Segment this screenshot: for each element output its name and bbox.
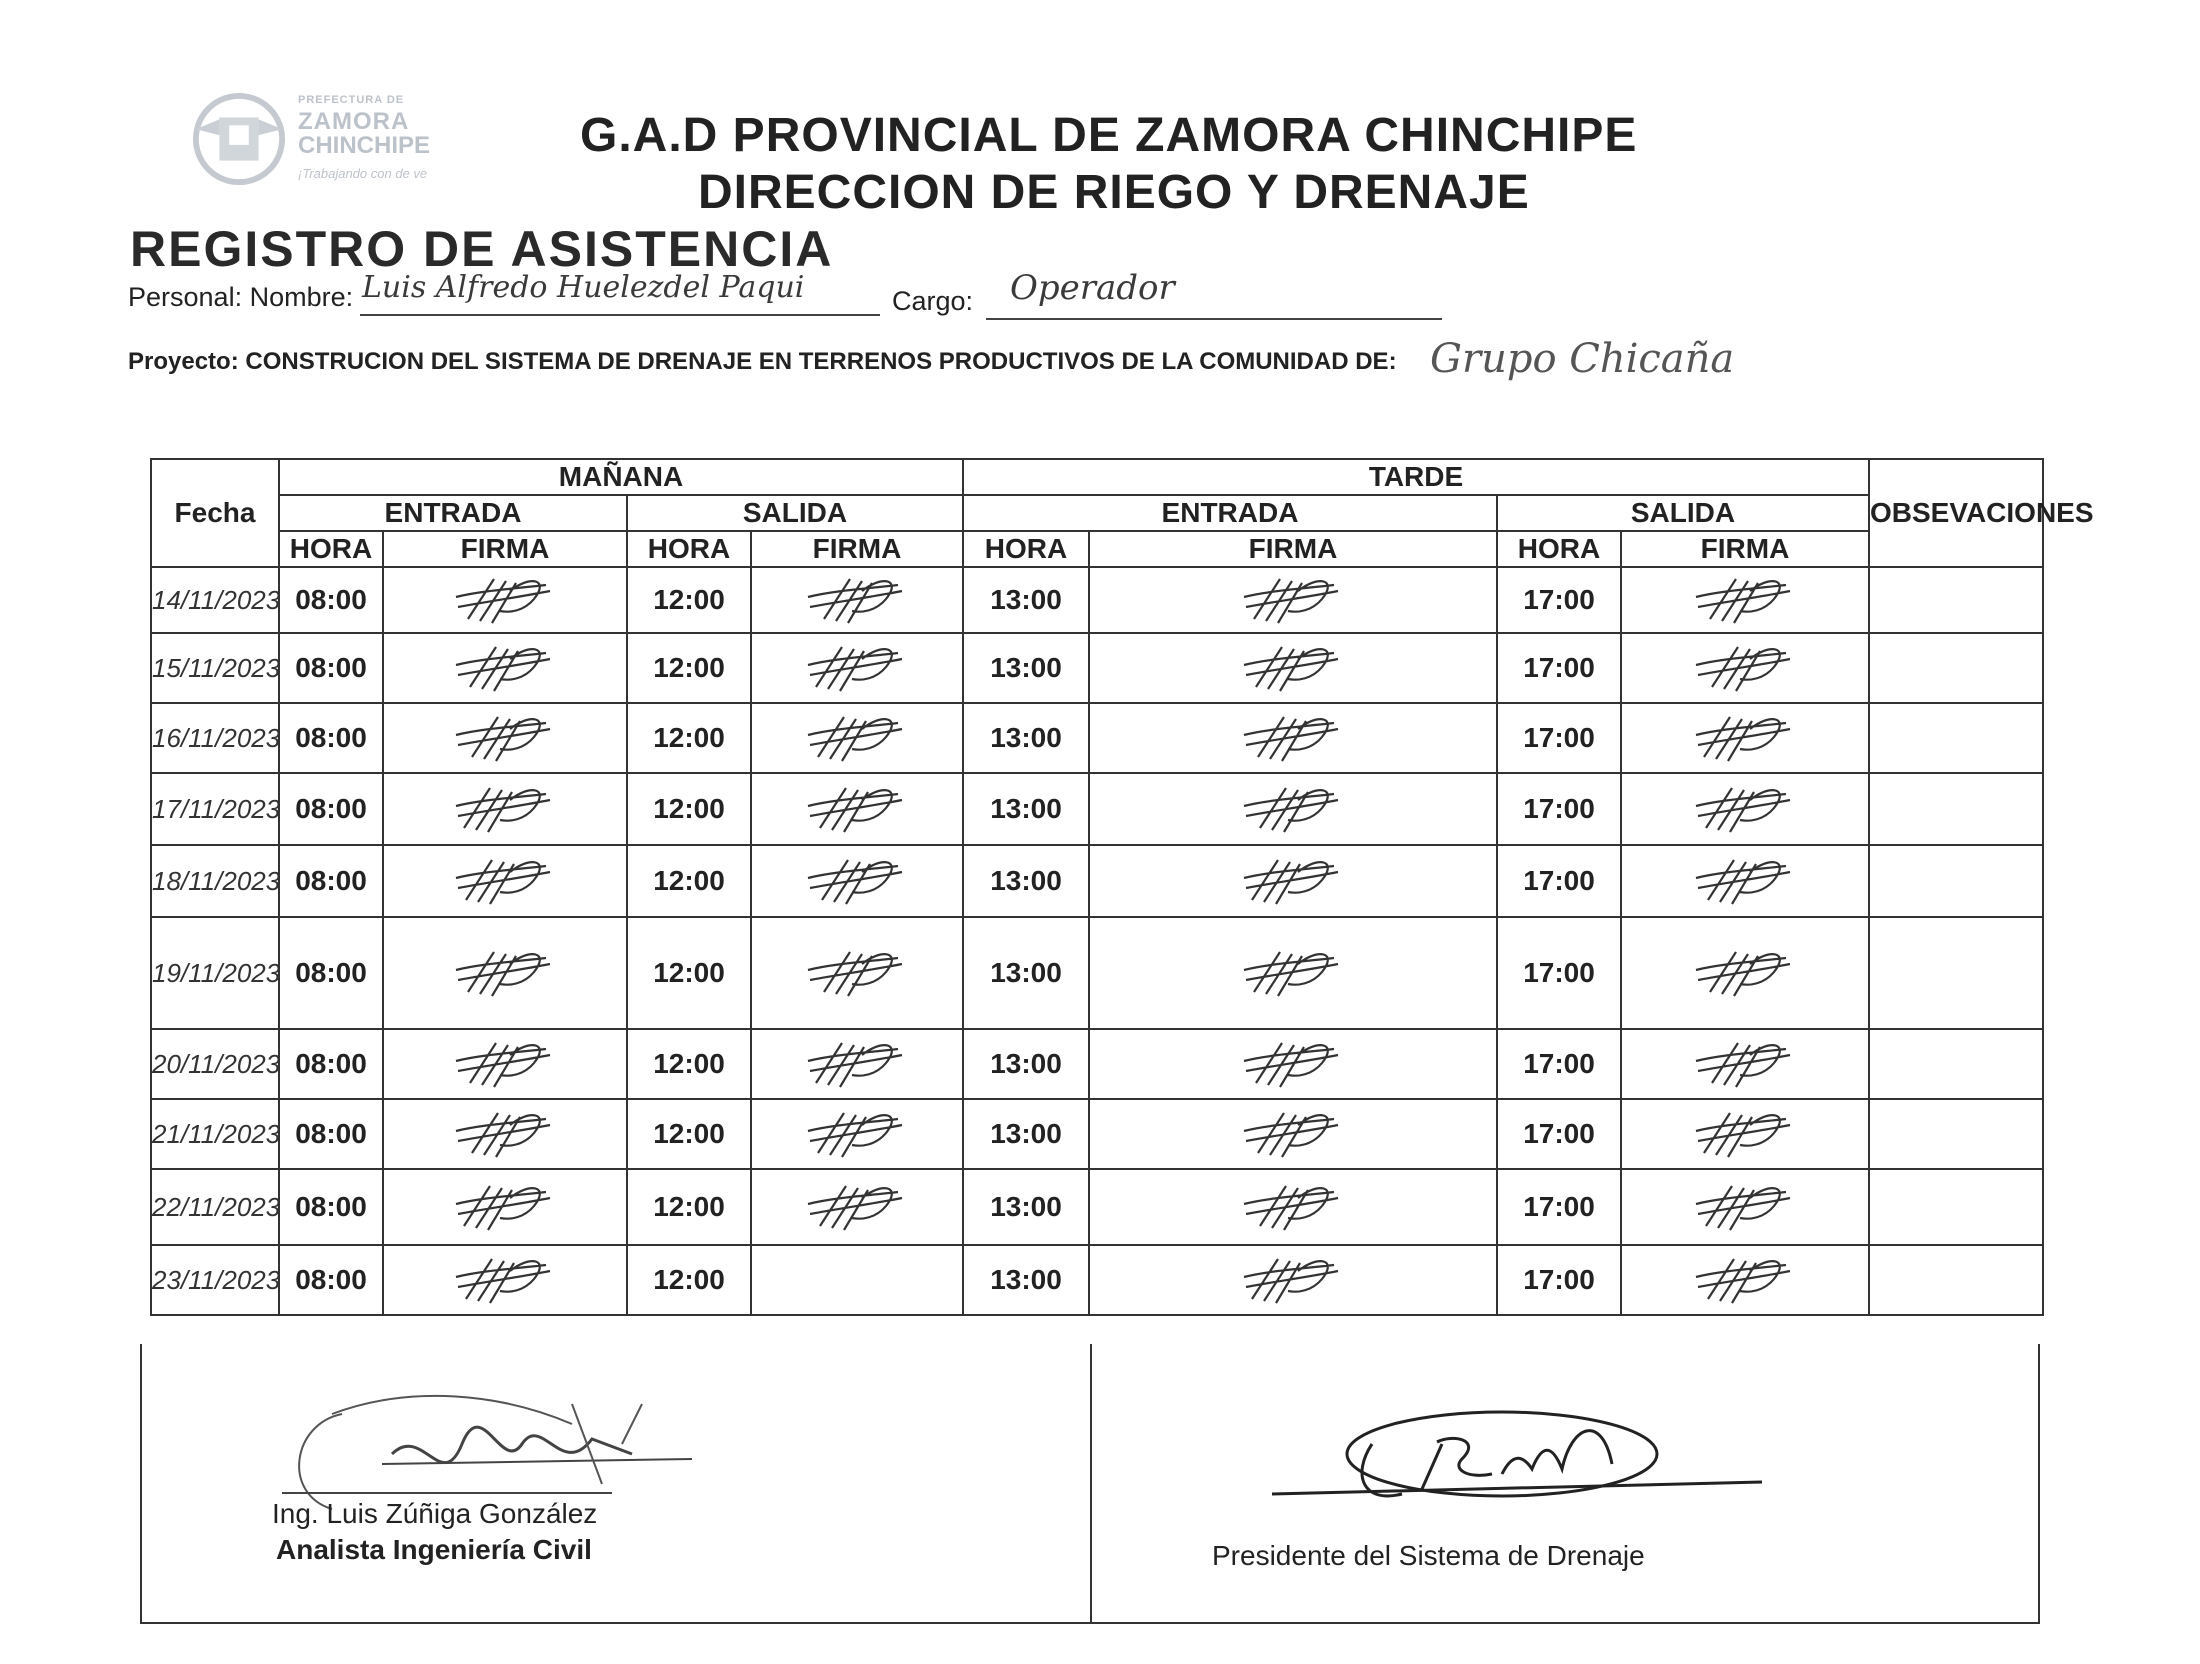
firma-cell	[1089, 1169, 1497, 1245]
hora-entrada-tarde-cell: 13:00	[963, 845, 1089, 917]
hora-salida-tarde-cell: 17:00	[1497, 1099, 1621, 1169]
firma-cell	[1621, 703, 1869, 773]
firma-header: FIRMA	[1089, 531, 1497, 567]
signature-mark-icon	[450, 944, 560, 1002]
signature-mark-icon	[450, 780, 560, 838]
firma-cell	[751, 1169, 963, 1245]
signature-mark-icon	[802, 571, 912, 629]
hora-salida-tarde-cell: 17:00	[1497, 567, 1621, 633]
firma-cell	[751, 917, 963, 1029]
attendance-table	[150, 458, 2094, 1316]
hora-salida-manana-cell: 12:00	[627, 567, 751, 633]
signature-mark-icon	[1238, 571, 1348, 629]
signature-mark-icon	[802, 944, 912, 1002]
table-row	[151, 1169, 2043, 1245]
hora-salida-tarde-cell: 17:00	[1497, 633, 1621, 703]
hora-salida-tarde-cell: 17:00	[1497, 845, 1621, 917]
firma-cell	[751, 567, 963, 633]
hora-entrada-manana-cell: 08:00	[279, 1169, 383, 1245]
observaciones-cell	[1869, 845, 2043, 917]
firma-cell	[1621, 1099, 1869, 1169]
hora-header: HORA	[279, 531, 383, 567]
manana-header: MAÑANA	[279, 459, 963, 495]
firma-cell	[1621, 1029, 1869, 1099]
firma-cell	[751, 845, 963, 917]
fecha-cell: 19/11/2023	[151, 917, 279, 1029]
hora-salida-tarde-cell: 17:00	[1497, 703, 1621, 773]
hora-salida-manana-cell: 12:00	[627, 703, 751, 773]
firma-cell	[1089, 1099, 1497, 1169]
proyecto-comunidad: Grupo Chicaña	[1430, 336, 1735, 382]
signature-mark-icon	[1238, 1105, 1348, 1163]
hora-salida-manana-cell: 12:00	[627, 773, 751, 845]
signature-mark-icon	[802, 1105, 912, 1163]
hora-entrada-manana-cell: 08:00	[279, 1099, 383, 1169]
fecha-cell: 15/11/2023	[151, 633, 279, 703]
firma-cell	[1089, 703, 1497, 773]
table-row	[151, 567, 2043, 633]
observaciones-header: OBSEVACIONES	[1869, 459, 2043, 567]
nombre-underline	[360, 314, 880, 316]
observaciones-cell	[1869, 633, 2043, 703]
signature-mark-icon	[1690, 1105, 1800, 1163]
signature-mark-icon	[1238, 709, 1348, 767]
signature-mark-icon	[450, 1105, 560, 1163]
hora-entrada-tarde-cell: 13:00	[963, 917, 1089, 1029]
nombre-value: Luis Alfredo Huelezdel Paqui	[362, 270, 805, 305]
signature-mark-icon	[450, 1035, 560, 1093]
firma-cell	[383, 1029, 627, 1099]
signature-mark-icon	[1690, 780, 1800, 838]
observaciones-cell	[1869, 1029, 2043, 1099]
signature-mark-icon	[802, 709, 912, 767]
proyecto-label: Proyecto: CONSTRUCION DEL SISTEMA DE DRENAJE EN TERRENOS PRODUCTIVOS DE LA COMUNIDAD DE:	[128, 348, 1397, 375]
cargo-value: Operador	[1010, 268, 1175, 308]
manana-salida-header: SALIDA	[627, 495, 963, 531]
hora-entrada-manana-cell: 08:00	[279, 917, 383, 1029]
table-row	[151, 703, 2043, 773]
observaciones-cell	[1869, 1169, 2043, 1245]
signature-mark-icon	[1690, 1251, 1800, 1309]
observaciones-cell	[1869, 1245, 2043, 1315]
firma-cell	[751, 1029, 963, 1099]
observaciones-cell	[1869, 703, 2043, 773]
observaciones-cell	[1869, 1099, 2043, 1169]
firma-cell	[751, 1245, 963, 1315]
signature-mark-icon	[1690, 709, 1800, 767]
firma-header: FIRMA	[751, 531, 963, 567]
hora-header: HORA	[627, 531, 751, 567]
signature-mark-icon	[450, 639, 560, 697]
firma-cell	[383, 633, 627, 703]
firma-cell	[383, 1169, 627, 1245]
firma-cell	[751, 703, 963, 773]
hora-salida-tarde-cell: 17:00	[1497, 773, 1621, 845]
firma-cell	[383, 773, 627, 845]
firma-cell	[1089, 845, 1497, 917]
observaciones-cell	[1869, 917, 2043, 1029]
table-row	[151, 845, 2043, 917]
table-row	[151, 633, 2043, 703]
hora-salida-manana-cell: 12:00	[627, 1169, 751, 1245]
firma-cell	[1621, 917, 1869, 1029]
firma-cell	[1621, 845, 1869, 917]
signature-mark-icon	[450, 1251, 560, 1309]
logo-slogan: ¡Trabajando con de ve	[298, 166, 428, 181]
signature-mark-icon	[1238, 780, 1348, 838]
signature-mark-icon	[1238, 852, 1348, 910]
fecha-cell: 17/11/2023	[151, 773, 279, 845]
hora-entrada-manana-cell: 08:00	[279, 845, 383, 917]
firma-cell	[1089, 917, 1497, 1029]
cargo-label: Cargo:	[892, 286, 974, 316]
firma-header: FIRMA	[383, 531, 627, 567]
observaciones-cell	[1869, 773, 2043, 845]
firma-cell	[751, 1099, 963, 1169]
hora-entrada-tarde-cell: 13:00	[963, 1099, 1089, 1169]
signature-mark-icon	[802, 639, 912, 697]
fecha-cell: 14/11/2023	[151, 567, 279, 633]
hora-entrada-tarde-cell: 13:00	[963, 633, 1089, 703]
signature-mark-icon	[1690, 944, 1800, 1002]
analyst-signature-line	[282, 1492, 612, 1494]
firma-cell	[1621, 567, 1869, 633]
firma-cell	[1089, 773, 1497, 845]
cargo-underline	[986, 318, 1442, 320]
form-title: REGISTRO DE ASISTENCIA	[130, 221, 834, 277]
firma-cell	[383, 567, 627, 633]
manana-entrada-header: ENTRADA	[279, 495, 627, 531]
signature-divider	[1090, 1344, 1092, 1622]
fecha-cell: 20/11/2023	[151, 1029, 279, 1099]
institution-title: G.A.D PROVINCIAL DE ZAMORA CHINCHIPE	[580, 109, 1638, 162]
signature-mark-icon	[802, 1178, 912, 1236]
analyst-name: Ing. Luis Zúñiga González	[272, 1498, 598, 1529]
hora-entrada-tarde-cell: 13:00	[963, 567, 1089, 633]
signature-mark-icon	[802, 780, 912, 838]
signature-mark-icon	[1690, 1178, 1800, 1236]
firma-cell	[383, 845, 627, 917]
firma-cell	[1621, 773, 1869, 845]
hora-salida-tarde-cell: 17:00	[1497, 1029, 1621, 1099]
hora-salida-manana-cell: 12:00	[627, 845, 751, 917]
logo-line-3: CHINCHIPE	[298, 132, 431, 159]
firma-cell	[1621, 1245, 1869, 1315]
firma-cell	[1089, 1029, 1497, 1099]
hora-entrada-manana-cell: 08:00	[279, 1029, 383, 1099]
signature-mark-icon	[1690, 852, 1800, 910]
fecha-cell: 23/11/2023	[151, 1245, 279, 1315]
hora-salida-manana-cell: 12:00	[627, 917, 751, 1029]
hora-entrada-tarde-cell: 13:00	[963, 1245, 1089, 1315]
hora-salida-manana-cell: 12:00	[627, 633, 751, 703]
firma-cell	[383, 1099, 627, 1169]
signature-mark-icon	[1690, 571, 1800, 629]
signature-mark-icon	[450, 709, 560, 767]
hora-header: HORA	[1497, 531, 1621, 567]
table-row	[151, 773, 2043, 845]
fecha-cell: 16/11/2023	[151, 703, 279, 773]
hora-entrada-tarde-cell: 13:00	[963, 1029, 1089, 1099]
signature-mark-icon	[1690, 1035, 1800, 1093]
signature-mark-icon	[802, 1035, 912, 1093]
hora-salida-manana-cell: 12:00	[627, 1029, 751, 1099]
firma-cell	[383, 1245, 627, 1315]
prefectura-logo	[190, 86, 480, 194]
president-signature-icon	[1252, 1384, 1802, 1524]
hora-salida-tarde-cell: 17:00	[1497, 1245, 1621, 1315]
fecha-cell: 18/11/2023	[151, 845, 279, 917]
hora-header: HORA	[963, 531, 1089, 567]
hora-salida-tarde-cell: 17:00	[1497, 1169, 1621, 1245]
signature-mark-icon	[1238, 944, 1348, 1002]
tarde-header: TARDE	[963, 459, 1869, 495]
firma-cell	[1089, 1245, 1497, 1315]
table-row	[151, 1099, 2043, 1169]
firma-cell	[1621, 633, 1869, 703]
signature-mark-icon	[802, 852, 912, 910]
logo-line-2: ZAMORA	[298, 108, 410, 135]
president-role: Presidente del Sistema de Drenaje	[1212, 1540, 1645, 1571]
hora-entrada-manana-cell: 08:00	[279, 633, 383, 703]
signature-mark-icon	[1238, 1035, 1348, 1093]
fecha-header: Fecha	[151, 459, 279, 567]
table-row	[151, 1029, 2043, 1099]
signature-mark-icon	[450, 1178, 560, 1236]
hora-salida-manana-cell: 12:00	[627, 1099, 751, 1169]
signature-mark-icon	[450, 571, 560, 629]
firma-cell	[1089, 567, 1497, 633]
hora-salida-tarde-cell: 17:00	[1497, 917, 1621, 1029]
signature-mark-icon	[450, 852, 560, 910]
hora-entrada-manana-cell: 08:00	[279, 567, 383, 633]
hora-entrada-manana-cell: 08:00	[279, 703, 383, 773]
analyst-role: Analista Ingeniería Civil	[276, 1534, 592, 1565]
table-row	[151, 1245, 2043, 1315]
firma-cell	[383, 703, 627, 773]
signature-block	[140, 1344, 2040, 1624]
logo-line-1: PREFECTURA DE	[298, 94, 405, 106]
fecha-cell: 21/11/2023	[151, 1099, 279, 1169]
hora-entrada-tarde-cell: 13:00	[963, 703, 1089, 773]
hora-entrada-manana-cell: 08:00	[279, 1245, 383, 1315]
firma-cell	[1621, 1169, 1869, 1245]
nombre-label: Personal: Nombre:	[128, 282, 354, 312]
firma-cell	[751, 773, 963, 845]
firma-cell	[383, 917, 627, 1029]
fecha-cell: 22/11/2023	[151, 1169, 279, 1245]
prefectura-seal-icon	[190, 90, 288, 188]
signature-mark-icon	[1238, 639, 1348, 697]
signature-mark-icon	[1238, 1251, 1348, 1309]
hora-entrada-manana-cell: 08:00	[279, 773, 383, 845]
firma-cell	[1089, 633, 1497, 703]
tarde-salida-header: SALIDA	[1497, 495, 1869, 531]
observaciones-cell	[1869, 567, 2043, 633]
hora-entrada-tarde-cell: 13:00	[963, 773, 1089, 845]
signature-mark-icon	[1690, 639, 1800, 697]
firma-header: FIRMA	[1621, 531, 1869, 567]
signature-mark-icon	[1238, 1178, 1348, 1236]
tarde-entrada-header: ENTRADA	[963, 495, 1497, 531]
firma-cell	[751, 633, 963, 703]
hora-entrada-tarde-cell: 13:00	[963, 1169, 1089, 1245]
hora-salida-manana-cell: 12:00	[627, 1245, 751, 1315]
table-row	[151, 917, 2043, 1029]
department-title: DIRECCION DE RIEGO Y DRENAJE	[698, 166, 1530, 219]
